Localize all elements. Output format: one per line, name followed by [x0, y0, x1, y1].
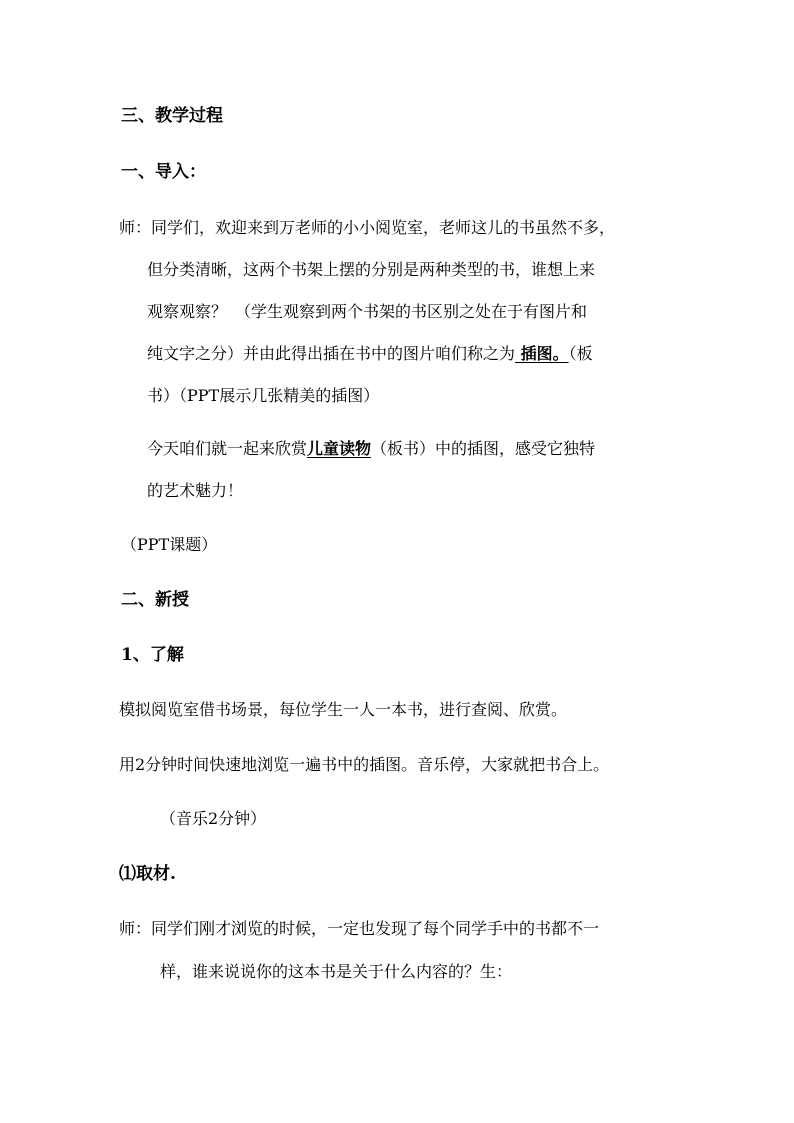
childrens-books-term: 儿童读物: [307, 439, 372, 458]
new-lesson-line-1: 模拟阅览室借书场景，每位学生一人一本书，进行查阅、欣赏。: [119, 700, 568, 719]
teacher-para-line-1: 师：同学们刚才浏览的时候，一定也发现了每个同学手中的书都不一: [119, 919, 600, 938]
material-heading: ⑴取材.: [119, 864, 176, 884]
understand-subheading: 1、了解: [121, 645, 184, 665]
teacher-para-line-2: 样，谁来说说你的这本书是关于什么内容的？生：: [160, 962, 513, 981]
intro-para2-line-2: 的艺术魅力！: [147, 481, 244, 500]
intro-para-line-5: 书）（PPT展示几张精美的插图）: [147, 386, 380, 405]
ppt-title-note: （PPT课题）: [121, 535, 218, 554]
intro-para2-line-1-text-b: （板书）中的插图，感受它独特: [371, 439, 596, 458]
intro-para-line-3: 观察观察？ （学生观察到两个书架的书区别之处在于有图片和: [147, 302, 588, 321]
intro-para-line-4: [147, 344, 593, 364]
new-lesson-line-2: 用2分钟时间快速地浏览一遍书中的插图。音乐停，大家就把书合上。: [119, 755, 610, 774]
intro-para-line-2: 但分类清晰，这两个书架上摆的分别是两种类型的书，谁想上来: [147, 260, 596, 279]
intro-para-line-1: 师：同学们，欢迎来到万老师的小小阅览室，老师这儿的书虽然不多，: [119, 218, 616, 237]
illustration-term: 插图。: [515, 344, 569, 363]
intro-para-line-4-text-b: （板: [568, 344, 593, 363]
intro-para2-line-1: [147, 439, 595, 459]
music-note: （音乐2分钟）: [160, 809, 267, 828]
section-heading: 三、教学过程: [121, 106, 223, 126]
intro-para-line-4-text-a: 纯文字之分）并由此得出插在书中的图片咱们称之为: [147, 344, 516, 363]
new-lesson-heading: 二、新授: [121, 590, 189, 610]
intro-heading: 一、导入：: [121, 162, 206, 182]
intro-para2-line-1-text-a: 今天咱们就一起来欣赏: [147, 439, 308, 458]
